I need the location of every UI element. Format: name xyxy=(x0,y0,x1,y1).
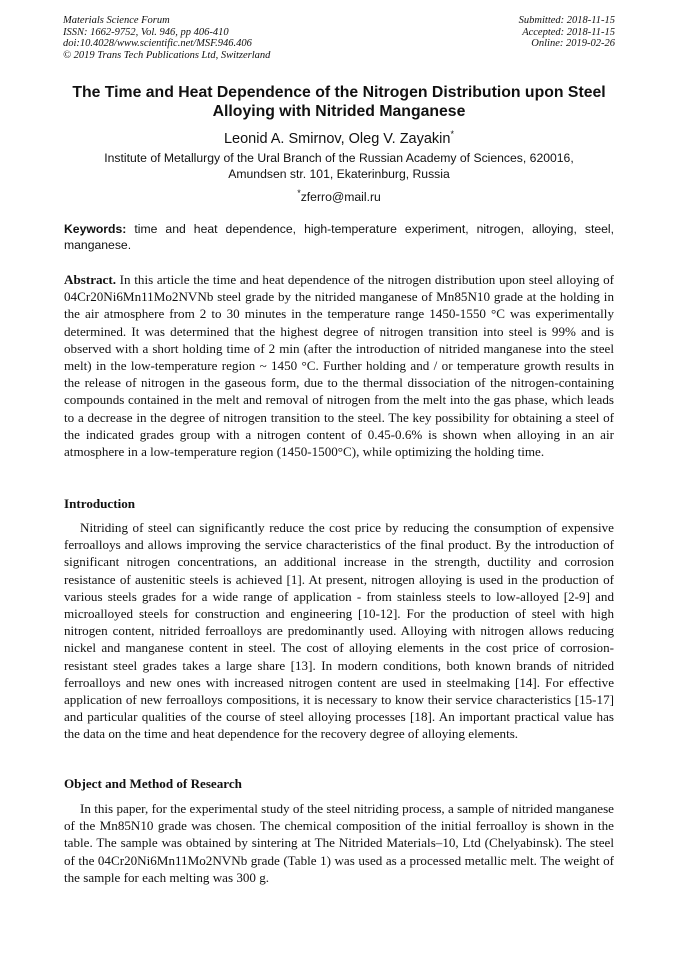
abstract-label: Abstract. xyxy=(64,272,116,287)
method-paragraph: In this paper, for the experimental study of the steel nitriding process, a sample of nitrided manganese of the Mn85N10 grade was chosen. The chemical composition of the initial ferroalloy is shown in the table. The sample was obtained by sintering at The Nitrided Materials–10, Ltd (Chelyabinsk). The steel of the 04Cr20Ni6Mn11Mo2NVNb grade (Table 1) was used as a processed metallic melt. The weight of the sample for each melting was 300 g. xyxy=(64,801,614,885)
abstract xyxy=(64,271,614,460)
journal-name: Materials Science Forum xyxy=(63,15,170,26)
authors xyxy=(60,125,618,148)
online-date: Online: 2019-02-26 xyxy=(531,38,615,49)
email-mark: * xyxy=(297,188,301,198)
introduction-paragraph: Nitriding of steel can significantly reduce the cost price by reducing the consumption of expensive ferroalloys and allows improving the service characteristics of the final product. By the introduction of significant nitrogen concentrations, an additional increase in the strength, ductility and corrosion resistance of austenitic steels is achieved [1]. At present, nitrogen alloying is used in the production of various steels grades for a wide range of application - from stainless steels to low-alloyed [2-9] and microalloyed steels for construction and engineering [10-12]. For the production of steel with high nitrogen content, nitrided ferroalloys are predominantly used. Alloying with nitrogen allows reducing nickel and manganese content in steel. The cost of alloying elements in the cost price of corrosion-resistant steel grades takes a large share [13]. In modern conditions, both known brands of nitrided ferroalloys and new ones with increased nitrogen content are used in steelmaking [14]. For effective application of new ferroalloys compositions, it is necessary to know their service characteristics [15-17] and particular qualities of the course of steel alloying processes [18]. An important practical value has the data on the time and heat dependence for the recovery degree of alloying elements. xyxy=(64,520,614,742)
introduction-heading: Introduction xyxy=(64,496,136,511)
submission-dates xyxy=(519,15,615,50)
keywords xyxy=(64,222,614,253)
submitted-date: Submitted: 2018-11-15 xyxy=(518,15,615,26)
journal-copyright: © 2019 Trans Tech Publications Ltd, Switzerland xyxy=(63,49,271,61)
abstract-text: In this article the time and heat dependence of the nitrogen distribution upon steel alloying of 04Cr20Ni6Mn11Mo2NVNb steel grade by the nitrided manganese of Mn85N10 grade at the holding in the air atmosphere from 2 to 30 minutes in the temperature range 1450-1550 °C was experimentally determined. It was determined that the highest degree of nitrogen transition into steel is 99% and is observed with a short holding time of 2 min (after the introduction of nitrided manganese into the steel melt) in the low-temperature region ~ 1450 °C. Further holding and / or temperature growth results in the release of nitrogen in the gaseous form, due to the thermal dissociation of the nitrogen-containing compounds contained in the melt and removal of nitrogen from the melt into the gas phase, which leads to a decrease in the degree of nitrogen transition to the steel. The key possibility for obtaining a steel of the indicated grades group with a nitrogen content of 0.45-0.6% is shown when alloying in an air atmosphere in a low-temperature region (1450-1500°C), while optimizing the holding time. xyxy=(64,272,614,460)
journal-doi[interactable]: doi:10.4028/www.scientific.net/MSF.946.406 xyxy=(63,38,252,49)
method-heading: Object and Method of Research xyxy=(64,776,242,791)
affiliation-line-1: Institute of Metallurgy of the Ural Branch of the Russian Academy of Sciences, 620016, xyxy=(104,151,574,165)
keywords-text: time and heat dependence, high-temperature experiment, nitrogen, alloying, steel, manganese. xyxy=(64,222,614,252)
title-line-2: Alloying with Nitrided Manganese xyxy=(212,103,466,120)
author-names: Leonid A. Smirnov, Oleg V. Zayakin xyxy=(223,130,451,147)
title-line-1: The Time and Heat Dependence of the Nitrogen Distribution upon Steel xyxy=(72,84,606,101)
affiliation-line-2: Amundsen str. 101, Ekaterinburg, Russia xyxy=(228,167,450,181)
journal-info xyxy=(63,15,270,61)
email-address[interactable]: zferro@mail.ru xyxy=(300,190,381,205)
accepted-date: Accepted: 2018-11-15 xyxy=(522,26,615,38)
keywords-label: Keywords: xyxy=(64,222,127,236)
affiliation xyxy=(60,150,618,182)
corresponding-email xyxy=(60,185,618,205)
paper-title xyxy=(50,83,628,121)
author-mark: * xyxy=(450,129,454,139)
journal-issn: ISSN: 1662-9752, Vol. 946, pp 406-410 xyxy=(63,26,229,38)
